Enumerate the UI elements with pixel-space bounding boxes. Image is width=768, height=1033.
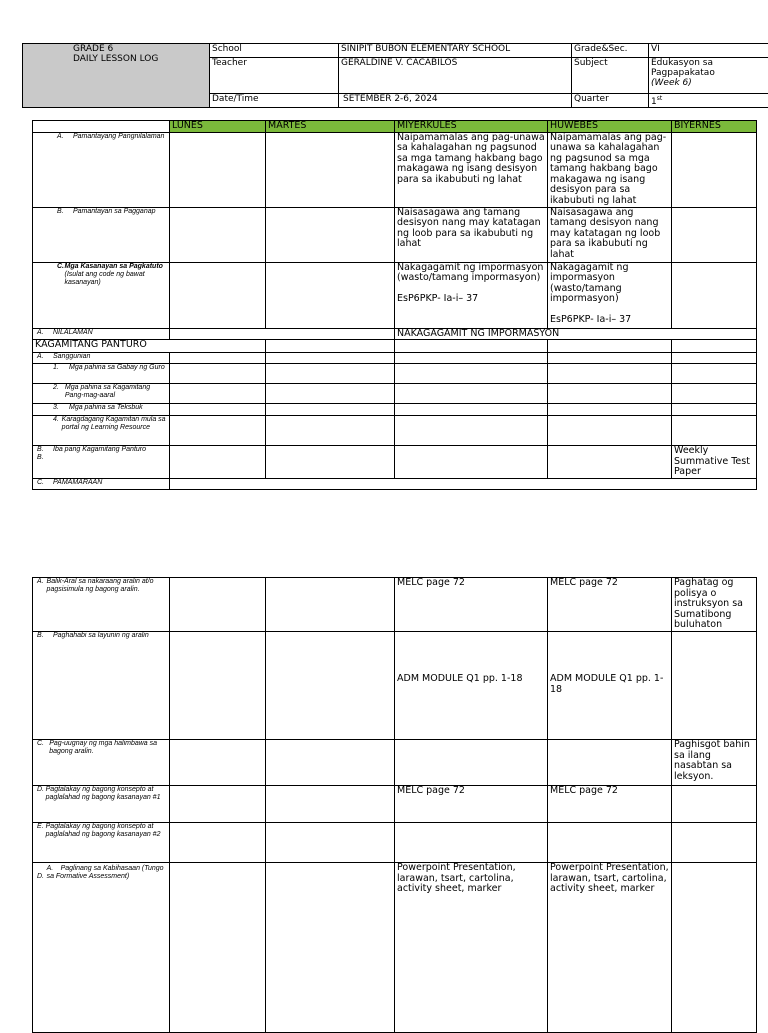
row-label-text: Karagdagang Kagamitan mula sa portal ng Learning Resource (62, 416, 167, 432)
cell (395, 353, 548, 364)
skill-text: Nakagagamit ng impormasyon (wasto/tamang impormasyon) (550, 263, 669, 305)
cell (672, 823, 757, 863)
cell (395, 823, 548, 863)
cell-thu: MELC page 72 (548, 578, 672, 632)
row-label-text: Mga pahina sa Kagamitang Pang-mag-aaral (65, 384, 167, 400)
skill-code: EsP6PKP- Ia-i– 37 (550, 315, 669, 326)
row-number: D. (35, 786, 46, 802)
school-value: SINIPIT BUBON ELEMENTARY SCHOOL (339, 44, 572, 58)
cell (548, 823, 672, 863)
row-number: C. (35, 479, 53, 487)
day-header-biyernes: BIYERNES (672, 121, 757, 133)
row-number: 3. (51, 404, 69, 412)
row-label-kagamitang-pang-mag-aaral (33, 384, 170, 404)
cell (548, 340, 672, 353)
gradesec-label: Grade&Sec. (572, 44, 649, 58)
row-label-gabay-guro (33, 364, 170, 384)
cell (170, 416, 266, 446)
day-header-miyerkules: MIYERKULES (395, 121, 548, 133)
cell (548, 740, 672, 786)
row-sub-number: A. (47, 865, 61, 873)
cell (170, 479, 757, 490)
skill-text: Nakagagamit ng impormasyon (wasto/tamang impormasyon) (397, 263, 545, 284)
cell (266, 823, 395, 863)
subject-line1: Edukasyon sa (651, 58, 768, 68)
cell (395, 364, 548, 384)
cell (672, 863, 757, 1033)
module-ref: ADM MODULE Q1 pp. 1-18 (550, 674, 669, 695)
cell (395, 340, 548, 353)
row-label-text: Iba pang Kagamitang Panturo (53, 446, 146, 453)
cell (170, 740, 266, 786)
row-number: 4. (51, 416, 62, 432)
cell (266, 353, 395, 364)
row-label-text: Pagtalakay ng bagong konsepto at paglalahad ng bagong kasanayan #2 (46, 823, 167, 839)
cell (548, 446, 672, 479)
cell (395, 384, 548, 404)
cell-thu: Naisasagawa ang tamang desisyon nang may katatagan ng loob para sa ikabubuti ng lahat (548, 207, 672, 262)
school-label: School (210, 44, 339, 58)
row-number: B. (35, 446, 53, 454)
cell (672, 364, 757, 384)
cell (170, 328, 395, 340)
row-label-karagdagang-kagamitan (33, 416, 170, 446)
cell (266, 446, 395, 479)
cell-wed: MELC page 72 (395, 578, 548, 632)
row-label-paglinang (33, 863, 170, 1033)
cell-thu (548, 632, 672, 740)
cell (170, 384, 266, 404)
row-label-teksbuk (33, 404, 170, 416)
row-number: A. (35, 329, 53, 337)
cell (672, 262, 757, 328)
row-label-text: Sanggunian (53, 353, 90, 360)
nilalaman-value: NAKAGAGAMIT NG IMPORMASYON (395, 328, 757, 340)
cell (170, 353, 266, 364)
row-number: C. (35, 263, 65, 287)
row-number: B. (35, 632, 53, 640)
row-number: E. (35, 823, 46, 839)
cell (672, 207, 757, 262)
row-label-text: Mga pahina sa Teksbuk (69, 404, 143, 412)
row-number: A. (35, 353, 53, 361)
row-number: 2. (51, 384, 65, 400)
datetime-label: Date/Time (210, 94, 339, 108)
row-label-sanggunian (33, 353, 170, 364)
teacher-label: Teacher (210, 58, 339, 94)
cell (170, 863, 266, 1033)
cell (266, 132, 395, 207)
row-label-text: NILALAMAN (53, 329, 93, 336)
label-header-cell (33, 121, 170, 133)
cell (672, 632, 757, 740)
row-number: D. (35, 873, 47, 881)
teacher-value: GERALDINE V. CACABILOS (339, 58, 572, 94)
cell (672, 340, 757, 353)
cell-wed: MELC page 72 (395, 786, 548, 823)
cell (395, 416, 548, 446)
datetime-value: SETEMBER 2-6, 2024 (339, 94, 572, 108)
lesson-plan-table-1 (32, 120, 757, 490)
row-label-pag-uugnay (33, 740, 170, 786)
cell (395, 446, 548, 479)
row-label-text: Paghahabi sa layunin ng aralin (53, 632, 149, 640)
cell-wed (395, 632, 548, 740)
cell (170, 578, 266, 632)
cell (266, 262, 395, 328)
row-label-text: Pag-uugnay ng mga halimbawa sa bagong aralin. (49, 740, 167, 756)
module-ref: ADM MODULE Q1 pp. 1-18 (397, 674, 545, 685)
cell (266, 404, 395, 416)
day-header-martes: MARTES (266, 121, 395, 133)
log-title: DAILY LESSON LOG (73, 54, 207, 64)
cell (170, 823, 266, 863)
cell-thu: Naipamamalas ang pag-unawa sa kahalagahan ng pagsunod sa mga tamang hakbang bago makagawa ng isang desisyon para sa ikabubuti ng lahat (548, 132, 672, 207)
row-label-iba-pang-kagamitan (33, 446, 170, 479)
cell (170, 262, 266, 328)
cell-fri: Paghatag og polisya o instruksyon sa Sumatibong buluhaton (672, 578, 757, 632)
row-label-bold: Mga Kasanayan sa Pagkatuto (65, 263, 163, 270)
cell (548, 404, 672, 416)
header-table (22, 43, 768, 108)
cell (266, 207, 395, 262)
cell (266, 632, 395, 740)
cell (170, 632, 266, 740)
quarter-number: 1 (651, 97, 657, 107)
row-label-text: Pamantayan sa Pagganap (73, 208, 156, 216)
row-number: B. (35, 208, 73, 216)
cell (170, 207, 266, 262)
row-label-pagtalakay-2 (33, 823, 170, 863)
cell-thu: MELC page 72 (548, 786, 672, 823)
row-number: B. (35, 454, 53, 462)
cell (266, 364, 395, 384)
cell-wed: Naipamamalas ang pag-unawa sa kahalagahan ng pagsunod sa mga tamang hakbang bago makagawa ng isang desisyon para sa ikabubuti ng lahat (395, 132, 548, 207)
subject-label: Subject (572, 58, 649, 94)
cell (395, 740, 548, 786)
subject-value (649, 58, 768, 94)
row-label-pamamaraan (33, 479, 170, 490)
cell (266, 416, 395, 446)
row-label-text: Pagtalakay ng bagong konsepto at paglalahad ng bagong kasanayan #1 (46, 786, 167, 802)
cell (266, 384, 395, 404)
cell (395, 404, 548, 416)
cell (672, 416, 757, 446)
quarter-label: Quarter (572, 94, 649, 108)
subject-week: (Week 6) (651, 78, 768, 88)
cell (548, 364, 672, 384)
cell (170, 364, 266, 384)
cell (672, 786, 757, 823)
day-header-lunes: LUNES (170, 121, 266, 133)
header-title-cell (23, 44, 210, 108)
quarter-value (649, 94, 768, 108)
cell (672, 384, 757, 404)
cell (266, 578, 395, 632)
row-label-pamantayan-sa-pagganap (33, 207, 170, 262)
row-label-mga-kasanayan (33, 262, 170, 328)
cell (548, 353, 672, 364)
row-label-text: (Isulat ang code ng bawat kasanayan) (65, 271, 145, 286)
row-label-balik-aral (33, 578, 170, 632)
cell (266, 786, 395, 823)
cell (672, 353, 757, 364)
cell (170, 404, 266, 416)
cell-thu: Powerpoint Presentation, larawan, tsart, cartolina, activity sheet, marker (548, 863, 672, 1033)
cell (672, 404, 757, 416)
cell (266, 340, 395, 353)
row-label-text: Mga pahina sa Gabay ng Guro (69, 364, 165, 372)
cell-wed: Naisasagawa ang tamang desisyon nang may katatagan ng loob para sa ikabubuti ng lahat (395, 207, 548, 262)
grade-title: GRADE 6 (73, 44, 207, 54)
row-label-text: Balik-Aral sa nakaraang aralin at/o pagsisimula ng bagong aralin. (47, 578, 167, 594)
cell-wed (395, 262, 548, 328)
gradesec-value: VI (649, 44, 768, 58)
cell (266, 863, 395, 1033)
cell (170, 446, 266, 479)
cell (672, 132, 757, 207)
cell (170, 132, 266, 207)
cell (266, 740, 395, 786)
row-number: A. (35, 578, 47, 594)
subject-line2: Pagpapakatao (651, 68, 768, 78)
row-label-text: Pamantayang Pangnilalaman (73, 133, 164, 141)
cell-fri: Paghisgot bahin sa ilang nasabtan sa leksyon. (672, 740, 757, 786)
kagamitang-panturo-heading: KAGAMITANG PANTURO (33, 340, 266, 353)
row-label-text: PAMAMARAAN (53, 479, 102, 486)
quarter-suffix: st (657, 95, 662, 102)
cell (548, 384, 672, 404)
cell (170, 786, 266, 823)
cell-wed: Powerpoint Presentation, larawan, tsart, cartolina, activity sheet, marker (395, 863, 548, 1033)
lesson-plan-table-2 (32, 577, 757, 1033)
row-label-pagtalakay-1 (33, 786, 170, 823)
cell-thu (548, 262, 672, 328)
row-number: A. (35, 133, 73, 141)
row-label-text: Paglinang sa Kabihasaan (Tungo sa Formative Assessment) (47, 865, 164, 880)
row-label-nilalaman (33, 328, 170, 340)
cell-fri: Weekly Summative Test Paper (672, 446, 757, 479)
skill-code: EsP6PKP- Ia-i– 37 (397, 294, 545, 305)
row-number: C. (35, 740, 49, 756)
day-header-huwebes: HUWEBES (548, 121, 672, 133)
cell (548, 416, 672, 446)
row-number: 1. (51, 364, 69, 372)
row-label-paghahabi (33, 632, 170, 740)
row-label-pamantayang-pangnilalaman (33, 132, 170, 207)
